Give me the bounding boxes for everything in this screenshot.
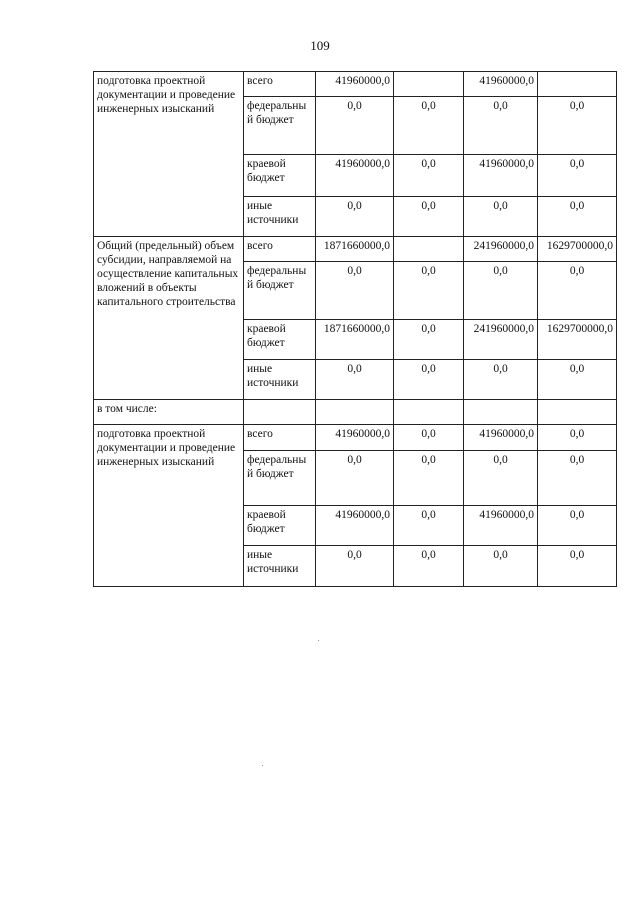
- table-row: [94, 425, 617, 451]
- source-label: [244, 400, 316, 425]
- value-cell: 0,0: [538, 546, 617, 587]
- source-label: иные источники: [244, 546, 316, 587]
- value-cell: 0,0: [464, 546, 538, 587]
- value-cell: 1629700000,0: [538, 320, 617, 360]
- value-cell: 0,0: [394, 506, 464, 546]
- value-cell: 0,0: [394, 197, 464, 237]
- value-cell: [538, 400, 617, 425]
- value-cell: 0,0: [394, 451, 464, 506]
- value-cell: 0,0: [394, 155, 464, 197]
- value-cell: [394, 400, 464, 425]
- value-cell: [394, 72, 464, 97]
- table-row: [94, 237, 617, 262]
- source-label: федеральный бюджет: [244, 451, 316, 506]
- value-cell: 0,0: [316, 546, 394, 587]
- value-cell: 41960000,0: [316, 506, 394, 546]
- value-cell: 0,0: [394, 97, 464, 155]
- source-label: иные источники: [244, 197, 316, 237]
- value-cell: [464, 400, 538, 425]
- value-cell: 1629700000,0: [538, 237, 617, 262]
- value-cell: 0,0: [316, 451, 394, 506]
- row-description: в том числе:: [94, 400, 244, 425]
- row-description: Общий (предельный) объем субсидии, направляемой на осуществление капитальных вложений в объекты капитального строительства: [94, 237, 244, 400]
- value-cell: [538, 72, 617, 97]
- value-cell: 0,0: [464, 262, 538, 320]
- value-cell: 0,0: [316, 197, 394, 237]
- value-cell: 241960000,0: [464, 320, 538, 360]
- source-label: федеральный бюджет: [244, 97, 316, 155]
- value-cell: [316, 400, 394, 425]
- value-cell: 0,0: [464, 97, 538, 155]
- table-row: [94, 72, 617, 97]
- value-cell: 41960000,0: [316, 425, 394, 451]
- value-cell: 0,0: [538, 97, 617, 155]
- value-cell: 41960000,0: [464, 506, 538, 546]
- source-label: краевой бюджет: [244, 155, 316, 197]
- value-cell: 0,0: [538, 262, 617, 320]
- row-description: подготовка проектной документации и проведение инженерных изысканий: [94, 72, 244, 237]
- value-cell: 0,0: [316, 97, 394, 155]
- value-cell: 41960000,0: [316, 72, 394, 97]
- value-cell: 0,0: [394, 425, 464, 451]
- value-cell: 0,0: [538, 197, 617, 237]
- value-cell: 0,0: [316, 262, 394, 320]
- source-label: федеральный бюджет: [244, 262, 316, 320]
- source-label: краевой бюджет: [244, 320, 316, 360]
- value-cell: 0,0: [394, 360, 464, 400]
- value-cell: 0,0: [538, 155, 617, 197]
- value-cell: 0,0: [464, 451, 538, 506]
- value-cell: 41960000,0: [464, 425, 538, 451]
- value-cell: 0,0: [538, 506, 617, 546]
- value-cell: 0,0: [538, 451, 617, 506]
- value-cell: 41960000,0: [464, 155, 538, 197]
- budget-table: [93, 71, 617, 587]
- value-cell: 0,0: [538, 425, 617, 451]
- value-cell: 0,0: [394, 546, 464, 587]
- value-cell: 0,0: [394, 320, 464, 360]
- page-number: 109: [310, 38, 330, 53]
- scan-speck: [318, 640, 319, 641]
- value-cell: 41960000,0: [316, 155, 394, 197]
- value-cell: 0,0: [316, 360, 394, 400]
- table-row: [94, 400, 617, 425]
- row-description: подготовка проектной документации и проведение инженерных изысканий: [94, 425, 244, 587]
- source-label: всего: [244, 237, 316, 262]
- value-cell: 1871660000,0: [316, 320, 394, 360]
- value-cell: 0,0: [538, 360, 617, 400]
- value-cell: [394, 237, 464, 262]
- value-cell: 241960000,0: [464, 237, 538, 262]
- source-label: всего: [244, 72, 316, 97]
- source-label: всего: [244, 425, 316, 451]
- value-cell: 0,0: [394, 262, 464, 320]
- source-label: краевой бюджет: [244, 506, 316, 546]
- scan-speck: [262, 765, 263, 766]
- value-cell: 0,0: [464, 197, 538, 237]
- source-label: иные источники: [244, 360, 316, 400]
- value-cell: 1871660000,0: [316, 237, 394, 262]
- value-cell: 0,0: [464, 360, 538, 400]
- value-cell: 41960000,0: [464, 72, 538, 97]
